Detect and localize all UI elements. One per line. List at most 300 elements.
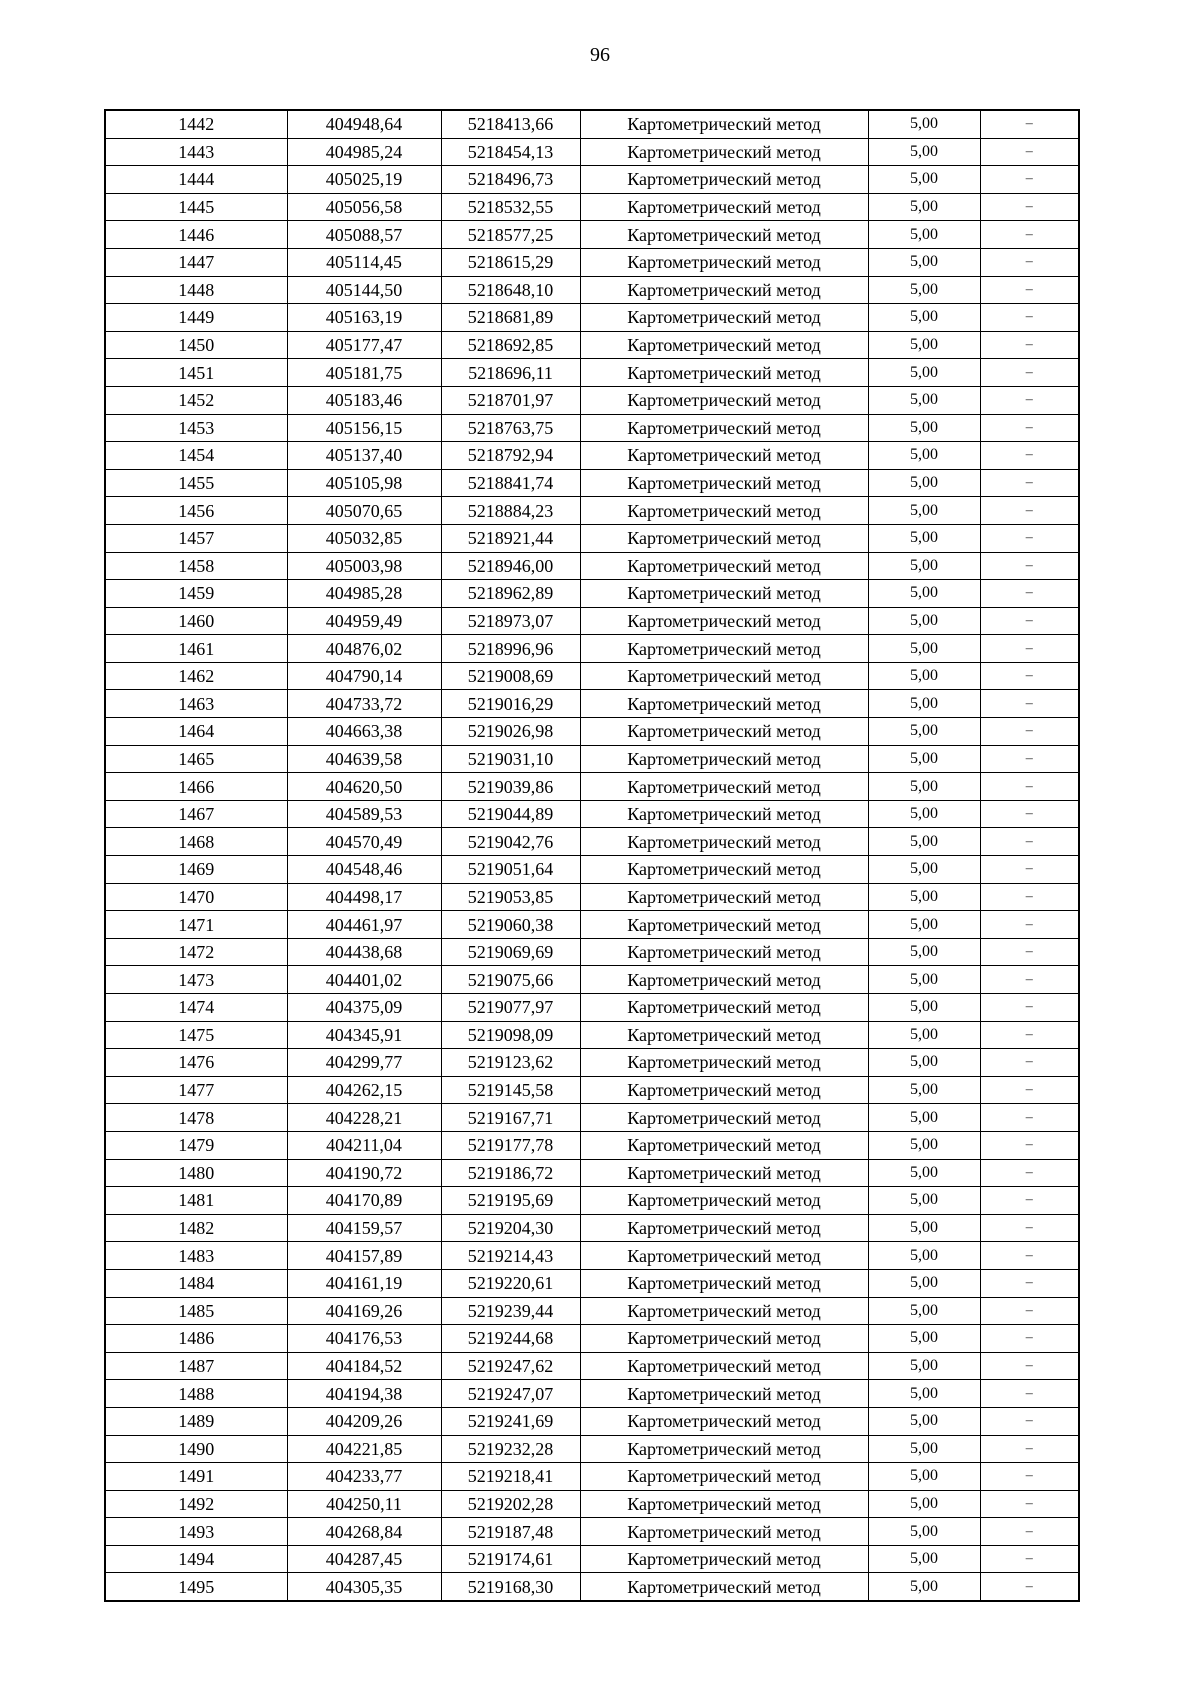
y-coordinate-cell: 5219031,10 xyxy=(441,745,580,773)
method-cell: Картометрический метод xyxy=(580,304,868,332)
x-coordinate-cell: 404176,53 xyxy=(287,1325,441,1353)
x-coordinate-cell: 404876,02 xyxy=(287,635,441,663)
method-cell: Картометрический метод xyxy=(580,938,868,966)
accuracy-cell: 5,00 xyxy=(868,193,980,221)
table-row xyxy=(105,773,1079,801)
note-cell: – xyxy=(980,1490,1079,1518)
y-coordinate-cell: 5218921,44 xyxy=(441,524,580,552)
note-cell: – xyxy=(980,193,1079,221)
method-cell: Картометрический метод xyxy=(580,1463,868,1491)
point-number-cell: 1492 xyxy=(105,1490,287,1518)
accuracy-cell: 5,00 xyxy=(868,359,980,387)
method-cell: Картометрический метод xyxy=(580,662,868,690)
y-coordinate-cell: 5219174,61 xyxy=(441,1545,580,1573)
method-cell: Картометрический метод xyxy=(580,718,868,746)
accuracy-cell: 5,00 xyxy=(868,800,980,828)
page-number: 96 xyxy=(590,44,610,66)
x-coordinate-cell: 404228,21 xyxy=(287,1104,441,1132)
accuracy-cell: 5,00 xyxy=(868,994,980,1022)
note-cell: – xyxy=(980,248,1079,276)
table-row xyxy=(105,166,1079,194)
y-coordinate-cell: 5218413,66 xyxy=(441,110,580,138)
table-row xyxy=(105,856,1079,884)
point-number-cell: 1477 xyxy=(105,1076,287,1104)
method-cell: Картометрический метод xyxy=(580,1407,868,1435)
method-cell: Картометрический метод xyxy=(580,1325,868,1353)
method-cell: Картометрический метод xyxy=(580,1242,868,1270)
note-cell: – xyxy=(980,1049,1079,1077)
x-coordinate-cell: 404287,45 xyxy=(287,1545,441,1573)
accuracy-cell: 5,00 xyxy=(868,1242,980,1270)
point-number-cell: 1489 xyxy=(105,1407,287,1435)
point-number-cell: 1490 xyxy=(105,1435,287,1463)
method-cell: Картометрический метод xyxy=(580,1214,868,1242)
point-number-cell: 1454 xyxy=(105,442,287,470)
point-number-cell: 1446 xyxy=(105,221,287,249)
method-cell: Картометрический метод xyxy=(580,966,868,994)
y-coordinate-cell: 5219039,86 xyxy=(441,773,580,801)
x-coordinate-cell: 405105,98 xyxy=(287,469,441,497)
y-coordinate-cell: 5218681,89 xyxy=(441,304,580,332)
point-number-cell: 1463 xyxy=(105,690,287,718)
x-coordinate-cell: 404184,52 xyxy=(287,1352,441,1380)
y-coordinate-cell: 5219204,30 xyxy=(441,1214,580,1242)
point-number-cell: 1459 xyxy=(105,580,287,608)
method-cell: Картометрический метод xyxy=(580,911,868,939)
y-coordinate-cell: 5219098,09 xyxy=(441,1021,580,1049)
note-cell: – xyxy=(980,110,1079,138)
accuracy-cell: 5,00 xyxy=(868,552,980,580)
accuracy-cell: 5,00 xyxy=(868,110,980,138)
method-cell: Картометрический метод xyxy=(580,1297,868,1325)
point-number-cell: 1445 xyxy=(105,193,287,221)
table-row xyxy=(105,359,1079,387)
x-coordinate-cell: 404209,26 xyxy=(287,1407,441,1435)
table-row xyxy=(105,938,1079,966)
y-coordinate-cell: 5218577,25 xyxy=(441,221,580,249)
table-row xyxy=(105,662,1079,690)
note-cell: – xyxy=(980,1325,1079,1353)
note-cell: – xyxy=(980,442,1079,470)
note-cell: – xyxy=(980,1463,1079,1491)
accuracy-cell: 5,00 xyxy=(868,1269,980,1297)
x-coordinate-cell: 405177,47 xyxy=(287,331,441,359)
method-cell: Картометрический метод xyxy=(580,1049,868,1077)
x-coordinate-cell: 404570,49 xyxy=(287,828,441,856)
method-cell: Картометрический метод xyxy=(580,1104,868,1132)
y-coordinate-cell: 5219218,41 xyxy=(441,1463,580,1491)
method-cell: Картометрический метод xyxy=(580,607,868,635)
accuracy-cell: 5,00 xyxy=(868,690,980,718)
accuracy-cell: 5,00 xyxy=(868,718,980,746)
y-coordinate-cell: 5219051,64 xyxy=(441,856,580,884)
point-number-cell: 1442 xyxy=(105,110,287,138)
method-cell: Картометрический метод xyxy=(580,1518,868,1546)
x-coordinate-cell: 404169,26 xyxy=(287,1297,441,1325)
table-row xyxy=(105,1435,1079,1463)
method-cell: Картометрический метод xyxy=(580,359,868,387)
table-row xyxy=(105,469,1079,497)
x-coordinate-cell: 404790,14 xyxy=(287,662,441,690)
note-cell: – xyxy=(980,469,1079,497)
method-cell: Картометрический метод xyxy=(580,1021,868,1049)
accuracy-cell: 5,00 xyxy=(868,248,980,276)
x-coordinate-cell: 404589,53 xyxy=(287,800,441,828)
x-coordinate-cell: 405183,46 xyxy=(287,386,441,414)
method-cell: Картометрический метод xyxy=(580,1131,868,1159)
table-row xyxy=(105,414,1079,442)
accuracy-cell: 5,00 xyxy=(868,1435,980,1463)
x-coordinate-cell: 404985,24 xyxy=(287,138,441,166)
point-number-cell: 1469 xyxy=(105,856,287,884)
note-cell: – xyxy=(980,690,1079,718)
point-number-cell: 1451 xyxy=(105,359,287,387)
accuracy-cell: 5,00 xyxy=(868,828,980,856)
point-number-cell: 1481 xyxy=(105,1187,287,1215)
accuracy-cell: 5,00 xyxy=(868,1131,980,1159)
x-coordinate-cell: 404959,49 xyxy=(287,607,441,635)
y-coordinate-cell: 5219186,72 xyxy=(441,1159,580,1187)
accuracy-cell: 5,00 xyxy=(868,966,980,994)
accuracy-cell: 5,00 xyxy=(868,1463,980,1491)
accuracy-cell: 5,00 xyxy=(868,1214,980,1242)
coordinates-table xyxy=(104,109,1080,1602)
x-coordinate-cell: 404161,19 xyxy=(287,1269,441,1297)
accuracy-cell: 5,00 xyxy=(868,911,980,939)
method-cell: Картометрический метод xyxy=(580,800,868,828)
note-cell: – xyxy=(980,524,1079,552)
method-cell: Картометрический метод xyxy=(580,386,868,414)
method-cell: Картометрический метод xyxy=(580,856,868,884)
point-number-cell: 1461 xyxy=(105,635,287,663)
x-coordinate-cell: 404221,85 xyxy=(287,1435,441,1463)
y-coordinate-cell: 5219241,69 xyxy=(441,1407,580,1435)
method-cell: Картометрический метод xyxy=(580,1490,868,1518)
method-cell: Картометрический метод xyxy=(580,1380,868,1408)
method-cell: Картометрический метод xyxy=(580,221,868,249)
note-cell: – xyxy=(980,607,1079,635)
method-cell: Картометрический метод xyxy=(580,331,868,359)
x-coordinate-cell: 405003,98 xyxy=(287,552,441,580)
x-coordinate-cell: 405144,50 xyxy=(287,276,441,304)
y-coordinate-cell: 5219053,85 xyxy=(441,883,580,911)
note-cell: – xyxy=(980,580,1079,608)
note-cell: – xyxy=(980,1297,1079,1325)
y-coordinate-cell: 5218648,10 xyxy=(441,276,580,304)
method-cell: Картометрический метод xyxy=(580,690,868,718)
x-coordinate-cell: 404498,17 xyxy=(287,883,441,911)
table-row xyxy=(105,276,1079,304)
note-cell: – xyxy=(980,1187,1079,1215)
note-cell: – xyxy=(980,1518,1079,1546)
accuracy-cell: 5,00 xyxy=(868,331,980,359)
method-cell: Картометрический метод xyxy=(580,580,868,608)
x-coordinate-cell: 404170,89 xyxy=(287,1187,441,1215)
note-cell: – xyxy=(980,773,1079,801)
accuracy-cell: 5,00 xyxy=(868,1076,980,1104)
y-coordinate-cell: 5219167,71 xyxy=(441,1104,580,1132)
note-cell: – xyxy=(980,276,1079,304)
note-cell: – xyxy=(980,1131,1079,1159)
point-number-cell: 1455 xyxy=(105,469,287,497)
table-row xyxy=(105,1131,1079,1159)
x-coordinate-cell: 405114,45 xyxy=(287,248,441,276)
y-coordinate-cell: 5218615,29 xyxy=(441,248,580,276)
accuracy-cell: 5,00 xyxy=(868,1104,980,1132)
y-coordinate-cell: 5219247,62 xyxy=(441,1352,580,1380)
table-row xyxy=(105,1380,1079,1408)
table-row xyxy=(105,911,1079,939)
point-number-cell: 1456 xyxy=(105,497,287,525)
y-coordinate-cell: 5219044,89 xyxy=(441,800,580,828)
y-coordinate-cell: 5219123,62 xyxy=(441,1049,580,1077)
note-cell: – xyxy=(980,718,1079,746)
note-cell: – xyxy=(980,1352,1079,1380)
point-number-cell: 1443 xyxy=(105,138,287,166)
accuracy-cell: 5,00 xyxy=(868,856,980,884)
method-cell: Картометрический метод xyxy=(580,1269,868,1297)
table-row xyxy=(105,1049,1079,1077)
table-row xyxy=(105,1325,1079,1353)
coordinates-table-body xyxy=(105,110,1079,1601)
accuracy-cell: 5,00 xyxy=(868,1187,980,1215)
x-coordinate-cell: 404948,64 xyxy=(287,110,441,138)
method-cell: Картометрический метод xyxy=(580,1352,868,1380)
point-number-cell: 1476 xyxy=(105,1049,287,1077)
accuracy-cell: 5,00 xyxy=(868,1352,980,1380)
point-number-cell: 1484 xyxy=(105,1269,287,1297)
note-cell: – xyxy=(980,745,1079,773)
point-number-cell: 1448 xyxy=(105,276,287,304)
y-coordinate-cell: 5219008,69 xyxy=(441,662,580,690)
method-cell: Картометрический метод xyxy=(580,248,868,276)
table-row xyxy=(105,193,1079,221)
y-coordinate-cell: 5218763,75 xyxy=(441,414,580,442)
table-row xyxy=(105,800,1079,828)
x-coordinate-cell: 404345,91 xyxy=(287,1021,441,1049)
x-coordinate-cell: 404375,09 xyxy=(287,994,441,1022)
x-coordinate-cell: 404157,89 xyxy=(287,1242,441,1270)
y-coordinate-cell: 5218701,97 xyxy=(441,386,580,414)
note-cell: – xyxy=(980,1104,1079,1132)
point-number-cell: 1473 xyxy=(105,966,287,994)
note-cell: – xyxy=(980,966,1079,994)
x-coordinate-cell: 404190,72 xyxy=(287,1159,441,1187)
y-coordinate-cell: 5218946,00 xyxy=(441,552,580,580)
point-number-cell: 1458 xyxy=(105,552,287,580)
point-number-cell: 1478 xyxy=(105,1104,287,1132)
x-coordinate-cell: 405032,85 xyxy=(287,524,441,552)
note-cell: – xyxy=(980,662,1079,690)
note-cell: – xyxy=(980,911,1079,939)
accuracy-cell: 5,00 xyxy=(868,635,980,663)
accuracy-cell: 5,00 xyxy=(868,469,980,497)
table-row xyxy=(105,1352,1079,1380)
x-coordinate-cell: 404639,58 xyxy=(287,745,441,773)
point-number-cell: 1470 xyxy=(105,883,287,911)
y-coordinate-cell: 5219075,66 xyxy=(441,966,580,994)
note-cell: – xyxy=(980,221,1079,249)
y-coordinate-cell: 5219060,38 xyxy=(441,911,580,939)
x-coordinate-cell: 404733,72 xyxy=(287,690,441,718)
y-coordinate-cell: 5218696,11 xyxy=(441,359,580,387)
note-cell: – xyxy=(980,1214,1079,1242)
point-number-cell: 1475 xyxy=(105,1021,287,1049)
point-number-cell: 1444 xyxy=(105,166,287,194)
accuracy-cell: 5,00 xyxy=(868,1325,980,1353)
accuracy-cell: 5,00 xyxy=(868,221,980,249)
note-cell: – xyxy=(980,552,1079,580)
note-cell: – xyxy=(980,1435,1079,1463)
accuracy-cell: 5,00 xyxy=(868,1573,980,1601)
table-row xyxy=(105,828,1079,856)
note-cell: – xyxy=(980,1021,1079,1049)
point-number-cell: 1485 xyxy=(105,1297,287,1325)
point-number-cell: 1495 xyxy=(105,1573,287,1601)
x-coordinate-cell: 404211,04 xyxy=(287,1131,441,1159)
method-cell: Картометрический метод xyxy=(580,1187,868,1215)
accuracy-cell: 5,00 xyxy=(868,166,980,194)
note-cell: – xyxy=(980,1076,1079,1104)
note-cell: – xyxy=(980,497,1079,525)
x-coordinate-cell: 405088,57 xyxy=(287,221,441,249)
accuracy-cell: 5,00 xyxy=(868,386,980,414)
x-coordinate-cell: 404250,11 xyxy=(287,1490,441,1518)
point-number-cell: 1480 xyxy=(105,1159,287,1187)
point-number-cell: 1494 xyxy=(105,1545,287,1573)
point-number-cell: 1491 xyxy=(105,1463,287,1491)
point-number-cell: 1457 xyxy=(105,524,287,552)
note-cell: – xyxy=(980,1242,1079,1270)
table-row xyxy=(105,1159,1079,1187)
y-coordinate-cell: 5219026,98 xyxy=(441,718,580,746)
x-coordinate-cell: 404194,38 xyxy=(287,1380,441,1408)
table-row xyxy=(105,580,1079,608)
accuracy-cell: 5,00 xyxy=(868,138,980,166)
accuracy-cell: 5,00 xyxy=(868,607,980,635)
method-cell: Картометрический метод xyxy=(580,1435,868,1463)
accuracy-cell: 5,00 xyxy=(868,938,980,966)
point-number-cell: 1493 xyxy=(105,1518,287,1546)
table-row xyxy=(105,1573,1079,1601)
note-cell: – xyxy=(980,386,1079,414)
table-row xyxy=(105,442,1079,470)
y-coordinate-cell: 5219232,28 xyxy=(441,1435,580,1463)
y-coordinate-cell: 5218841,74 xyxy=(441,469,580,497)
point-number-cell: 1467 xyxy=(105,800,287,828)
table-row xyxy=(105,1104,1079,1132)
point-number-cell: 1486 xyxy=(105,1325,287,1353)
table-row xyxy=(105,1545,1079,1573)
x-coordinate-cell: 404438,68 xyxy=(287,938,441,966)
y-coordinate-cell: 5219177,78 xyxy=(441,1131,580,1159)
y-coordinate-cell: 5219168,30 xyxy=(441,1573,580,1601)
point-number-cell: 1464 xyxy=(105,718,287,746)
accuracy-cell: 5,00 xyxy=(868,773,980,801)
y-coordinate-cell: 5219016,29 xyxy=(441,690,580,718)
y-coordinate-cell: 5219077,97 xyxy=(441,994,580,1022)
accuracy-cell: 5,00 xyxy=(868,745,980,773)
method-cell: Картометрический метод xyxy=(580,138,868,166)
table-row xyxy=(105,1490,1079,1518)
method-cell: Картометрический метод xyxy=(580,276,868,304)
accuracy-cell: 5,00 xyxy=(868,276,980,304)
x-coordinate-cell: 404461,97 xyxy=(287,911,441,939)
method-cell: Картометрический метод xyxy=(580,552,868,580)
y-coordinate-cell: 5219247,07 xyxy=(441,1380,580,1408)
point-number-cell: 1462 xyxy=(105,662,287,690)
x-coordinate-cell: 404548,46 xyxy=(287,856,441,884)
method-cell: Картометрический метод xyxy=(580,773,868,801)
table-row xyxy=(105,524,1079,552)
table-row xyxy=(105,138,1079,166)
method-cell: Картометрический метод xyxy=(580,883,868,911)
y-coordinate-cell: 5218792,94 xyxy=(441,442,580,470)
y-coordinate-cell: 5219244,68 xyxy=(441,1325,580,1353)
point-number-cell: 1450 xyxy=(105,331,287,359)
method-cell: Картометрический метод xyxy=(580,828,868,856)
note-cell: – xyxy=(980,938,1079,966)
x-coordinate-cell: 404233,77 xyxy=(287,1463,441,1491)
point-number-cell: 1466 xyxy=(105,773,287,801)
point-number-cell: 1488 xyxy=(105,1380,287,1408)
method-cell: Картометрический метод xyxy=(580,1159,868,1187)
table-row xyxy=(105,635,1079,663)
table-row xyxy=(105,304,1079,332)
point-number-cell: 1460 xyxy=(105,607,287,635)
method-cell: Картометрический метод xyxy=(580,414,868,442)
x-coordinate-cell: 405181,75 xyxy=(287,359,441,387)
note-cell: – xyxy=(980,883,1079,911)
y-coordinate-cell: 5219187,48 xyxy=(441,1518,580,1546)
note-cell: – xyxy=(980,994,1079,1022)
table-row xyxy=(105,1076,1079,1104)
note-cell: – xyxy=(980,1545,1079,1573)
method-cell: Картометрический метод xyxy=(580,524,868,552)
note-cell: – xyxy=(980,1573,1079,1601)
method-cell: Картометрический метод xyxy=(580,442,868,470)
note-cell: – xyxy=(980,635,1079,663)
accuracy-cell: 5,00 xyxy=(868,524,980,552)
x-coordinate-cell: 404299,77 xyxy=(287,1049,441,1077)
table-row xyxy=(105,994,1079,1022)
accuracy-cell: 5,00 xyxy=(868,1407,980,1435)
y-coordinate-cell: 5218692,85 xyxy=(441,331,580,359)
note-cell: – xyxy=(980,1269,1079,1297)
note-cell: – xyxy=(980,1407,1079,1435)
y-coordinate-cell: 5219069,69 xyxy=(441,938,580,966)
y-coordinate-cell: 5219195,69 xyxy=(441,1187,580,1215)
note-cell: – xyxy=(980,1159,1079,1187)
y-coordinate-cell: 5218532,55 xyxy=(441,193,580,221)
point-number-cell: 1447 xyxy=(105,248,287,276)
note-cell: – xyxy=(980,414,1079,442)
note-cell: – xyxy=(980,1380,1079,1408)
point-number-cell: 1483 xyxy=(105,1242,287,1270)
accuracy-cell: 5,00 xyxy=(868,662,980,690)
accuracy-cell: 5,00 xyxy=(868,1518,980,1546)
y-coordinate-cell: 5218496,73 xyxy=(441,166,580,194)
point-number-cell: 1482 xyxy=(105,1214,287,1242)
table-row xyxy=(105,552,1079,580)
y-coordinate-cell: 5218884,23 xyxy=(441,497,580,525)
point-number-cell: 1474 xyxy=(105,994,287,1022)
accuracy-cell: 5,00 xyxy=(868,580,980,608)
table-row xyxy=(105,1407,1079,1435)
x-coordinate-cell: 405056,58 xyxy=(287,193,441,221)
table-row xyxy=(105,386,1079,414)
note-cell: – xyxy=(980,304,1079,332)
